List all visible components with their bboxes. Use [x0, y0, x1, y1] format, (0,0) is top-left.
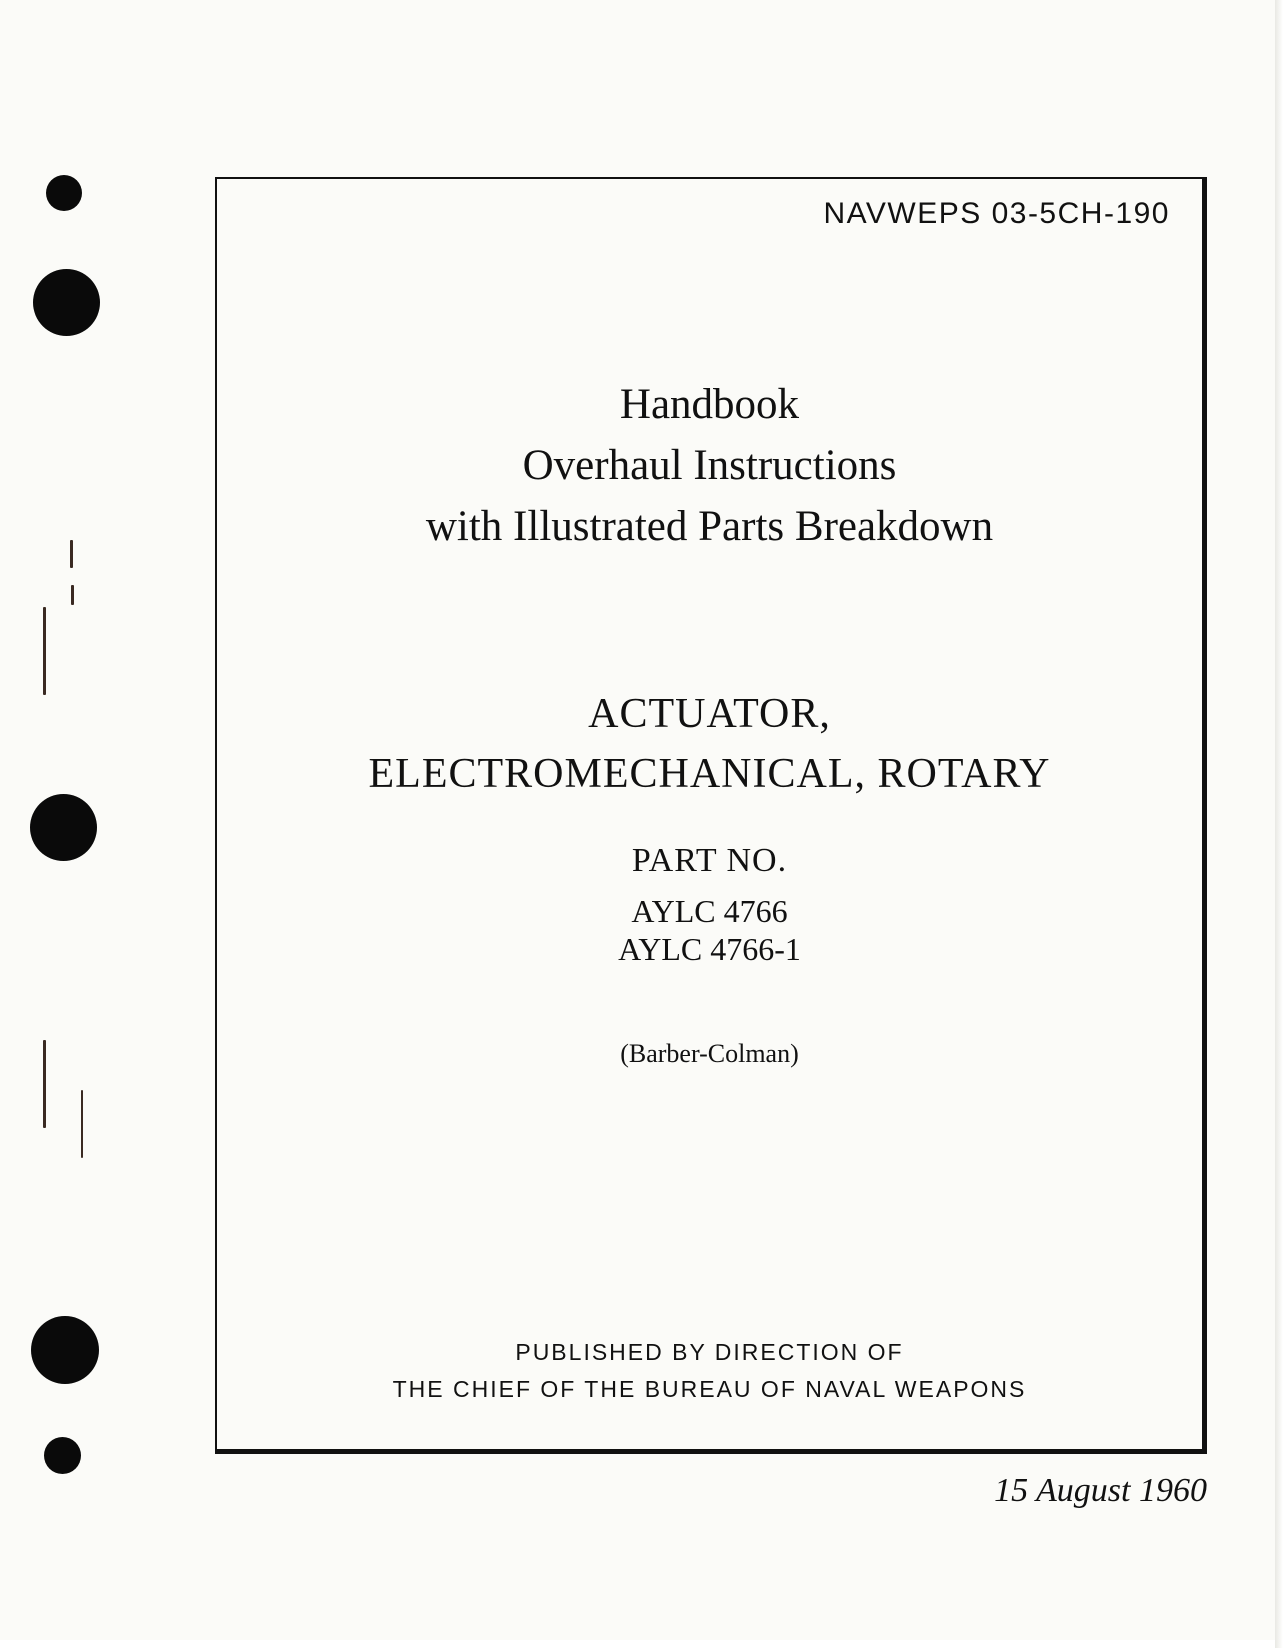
binding-mark — [70, 540, 73, 568]
part-number-block — [217, 842, 1202, 968]
punch-hole-1 — [46, 175, 82, 211]
issue-date: 15 August 1960 — [994, 1472, 1207, 1509]
publisher-line: THE CHIEF OF THE BUREAU OF NAVAL WEAPONS — [392, 1376, 1027, 1402]
binding-mark — [43, 607, 46, 695]
title-line: Overhaul Instructions — [522, 442, 897, 489]
subject-line: ACTUATOR, — [588, 691, 831, 737]
handbook-title — [217, 374, 1202, 557]
punch-hole-4 — [31, 1316, 99, 1384]
publisher-block — [217, 1334, 1202, 1408]
document-number: NAVWEPS 03-5CH-190 — [823, 197, 1170, 230]
part-number: AYLC 4766 — [631, 893, 788, 929]
cover-frame — [215, 177, 1207, 1454]
binding-mark — [43, 1040, 46, 1128]
part-number-label: PART NO. — [631, 842, 788, 879]
subject-title — [217, 684, 1202, 804]
manufacturer: (Barber-Colman) — [620, 1039, 799, 1068]
page-edge — [1275, 0, 1283, 1648]
title-line: with Illustrated Parts Breakdown — [425, 503, 994, 550]
punch-hole-5 — [44, 1437, 81, 1474]
part-number: AYLC 4766-1 — [618, 931, 801, 967]
title-line: Handbook — [619, 381, 800, 428]
subject-line: ELECTROMECHANICAL, ROTARY — [368, 751, 1051, 797]
manufacturer-block — [217, 1039, 1202, 1069]
punch-hole-2 — [33, 269, 100, 336]
punch-hole-3 — [30, 794, 97, 861]
publisher-line: PUBLISHED BY DIRECTION OF — [515, 1339, 904, 1365]
binding-mark — [71, 585, 74, 605]
binding-mark — [81, 1090, 83, 1158]
